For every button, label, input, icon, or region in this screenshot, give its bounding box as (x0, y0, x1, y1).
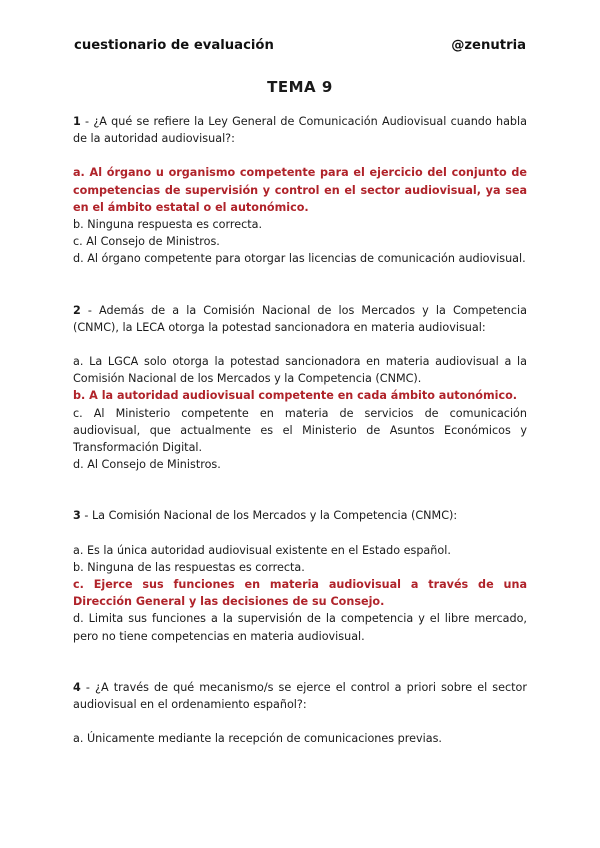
header-handle: @zenutria (451, 38, 526, 53)
option-a: a. Es la única autoridad audiovisual existente en el Estado español. (73, 543, 451, 557)
question-2 (73, 302, 527, 474)
option-a: a. La LGCA solo otorga la potestad sancionadora en materia audiovisual a la Comisión Nacional de los Mercados y la Competencia (CNMC). (73, 355, 527, 386)
option-c-correct: c. Ejerce sus funciones en materia audiovisual a través de una Dirección General y las decisiones de su Consejo. (73, 578, 527, 609)
question-number: 3 (73, 509, 81, 523)
question-prompt: - ¿A través de qué mecanismo/s se ejerce el control a priori sobre el sector audiovisual en el ordenamiento español?: (73, 680, 527, 712)
question-3 (73, 507, 527, 644)
question-prompt: - Además de a la Comisión Nacional de los Mercados y la Competencia (CNMC), la LECA otorga la potestad sancionadora en materia audiovisual: (73, 303, 527, 334)
option-b: b. Ninguna de las respuestas es correcta. (73, 560, 305, 574)
page-title: TEMA 9 (267, 78, 333, 96)
option-d: d. Limita sus funciones a la supervisión de la competencia y el libre mercado, pero no tiene competencias en materia audiovisual. (73, 612, 527, 643)
question-prompt: - ¿A qué se refiere la Ley General de Comunicación Audiovisual cuando habla de la autoridad audiovisual?: (73, 115, 527, 146)
question-text (73, 507, 527, 524)
question-number: 1 (73, 115, 81, 128)
option-c: c. Al Ministerio competente en materia de servicios de comunicación audiovisual, que actualmente es el Ministerio de Asuntos Económicos y Transformación Digital. (73, 406, 527, 455)
question-number: 4 (73, 680, 81, 694)
question-4 (73, 679, 527, 748)
option-a-correct: a. Al órgano u organismo competente para el ejercicio del conjunto de competencias de supervisión y control en el sector audiovisual, ya sea en el ámbito estatal o el autonómico. (73, 166, 527, 214)
option-c: c. Al Consejo de Ministros. (73, 235, 220, 249)
question-prompt: - La Comisión Nacional de los Mercados y la Competencia (CNMC): (80, 509, 458, 523)
question-text (73, 302, 527, 336)
question-text (73, 679, 527, 713)
option-a: a. Únicamente mediante la recepción de comunicaciones previas. (73, 732, 442, 746)
page-header (74, 38, 526, 53)
header-left-text: cuestionario de evaluación (74, 38, 274, 53)
option-d: d. Al órgano competente para otorgar las licencias de comunicación audiovisual. (73, 252, 526, 266)
question-text (73, 113, 527, 147)
option-b: b. Ninguna respuesta es correcta. (73, 218, 263, 232)
question-number: 2 (73, 303, 81, 317)
question-1 (73, 113, 527, 268)
option-b-correct: b. A la autoridad audiovisual competente en cada ámbito autonómico. (73, 389, 518, 403)
option-d: d. Al Consejo de Ministros. (73, 458, 221, 472)
questionnaire (73, 113, 527, 747)
